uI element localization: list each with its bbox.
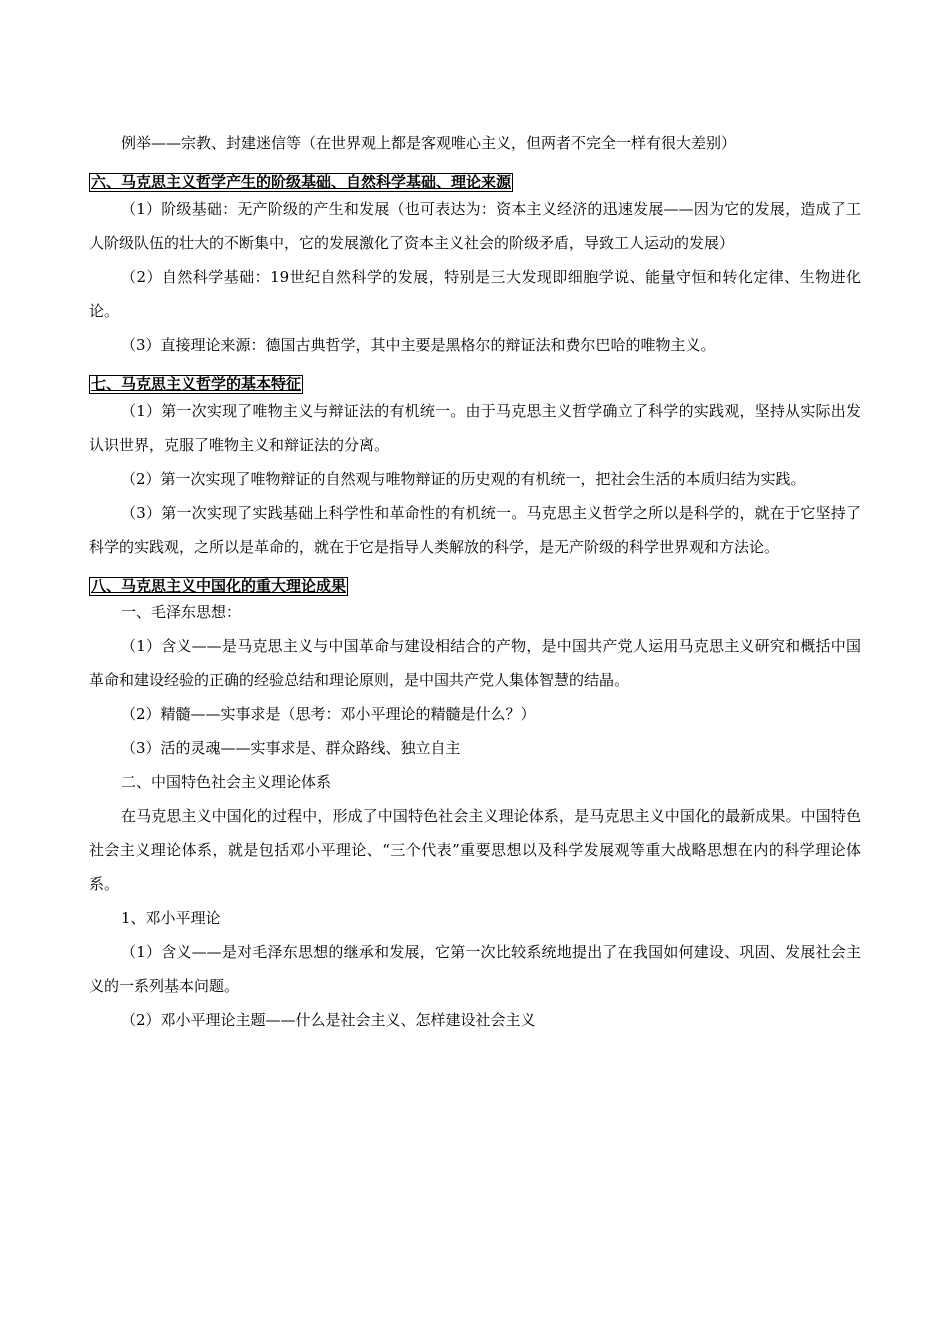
- section-8-paragraph-4: 在马克思主义中国化的过程中，形成了中国特色社会主义理论体系，是马克思主义中国化的最新成果。中国特色社会主义理论体系，就是包括邓小平理论、“三个代表”重要思想以及科学发展观等重大战略思想在内的科学理论体系。: [89, 807, 861, 893]
- section-7-heading: [89, 374, 861, 394]
- section-8-heading: [89, 576, 861, 596]
- section-6-paragraph-1: （1）阶级基础：无产阶级的产生和发展（也可表达为：资本主义经济的迅速发展——因为它的发展，造成了工人阶级队伍的壮大的不断集中，它的发展激化了资本主义社会的阶级矛盾，导致工人运动的发展）: [89, 200, 861, 252]
- intro-paragraph: 例举——宗教、封建迷信等（在世界观上都是客观唯心主义，但两者不完全一样有很大差别）: [121, 134, 737, 152]
- section-7-paragraph-3: （3）第一次实现了实践基础上科学性和革命性的有机统一。马克思主义哲学之所以是科学的，就在于它坚持了科学的实践观，之所以是革命的，就在于它是指导人类解放的科学，是无产阶级的科学世界观和方法论。: [89, 504, 861, 556]
- section-7-paragraph-2: （2）第一次实现了唯物辩证的自然观与唯物辩证的历史观的有机统一，把社会生活的本质归结为实践。: [121, 470, 806, 488]
- document-page: [89, 126, 861, 1037]
- section-8-paragraph-6: （2）邓小平理论主题——什么是社会主义、怎样建设社会主义: [121, 1011, 536, 1029]
- section-7-paragraph-1: （1）第一次实现了唯物主义与辩证法的有机统一。由于马克思主义哲学确立了科学的实践观，坚持从实际出发认识世界，克服了唯物主义和辩证法的分离。: [89, 402, 861, 454]
- section-8-paragraph-1: （1）含义——是马克思主义与中国革命与建设相结合的产物，是中国共产党人运用马克思主义研究和概括中国革命和建设经验的正确的经验总结和理论原则，是中国共产党人集体智慧的结晶。: [89, 637, 861, 689]
- section-8-title: 八、马克思主义中国化的重大理论成果: [91, 577, 347, 595]
- section-7-title: 七、马克思主义哲学的基本特征: [91, 375, 302, 393]
- section-8-paragraph-2: （2）精髓——实事求是（思考：邓小平理论的精髓是什么？）: [121, 705, 536, 723]
- section-8-subheading-2: 二、中国特色社会主义理论体系: [121, 773, 332, 791]
- section-8-paragraph-5: （1）含义——是对毛泽东思想的继承和发展，它第一次比较系统地提出了在我国如何建设、巩固、发展社会主义的一系列基本问题。: [89, 943, 861, 995]
- section-8-paragraph-3: （3）活的灵魂——实事求是、群众路线、独立自主: [121, 739, 461, 757]
- section-6-title: 六、马克思主义哲学产生的阶级基础、自然科学基础、理论来源: [91, 173, 512, 191]
- section-8-subheading-3: 1、邓小平理论: [121, 909, 221, 927]
- section-6-paragraph-3: （3）直接理论来源：德国古典哲学，其中主要是黑格尔的辩证法和费尔巴哈的唯物主义。: [121, 336, 716, 354]
- section-6-heading: [89, 172, 861, 192]
- section-6-paragraph-2: （2）自然科学基础：19世纪自然科学的发展，特别是三大发现即细胞学说、能量守恒和转化定律、生物进化论。: [89, 268, 861, 320]
- section-8-subheading-1: 一、毛泽东思想：: [121, 603, 242, 621]
